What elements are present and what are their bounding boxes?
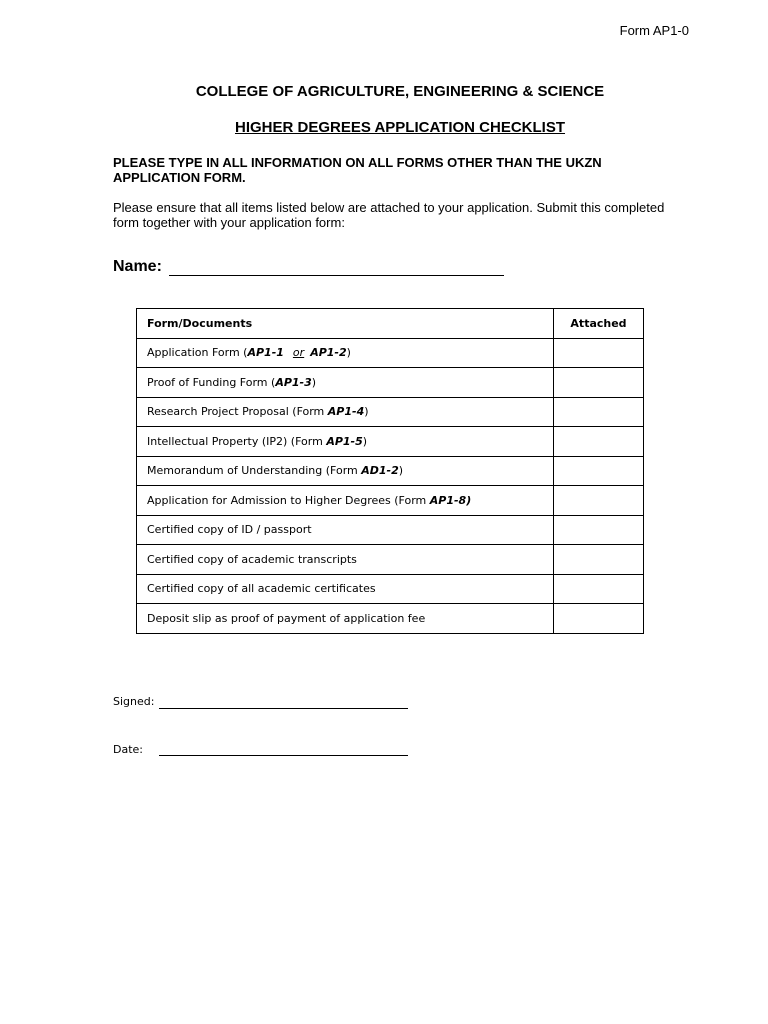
table-row — [137, 397, 644, 427]
document-label: Deposit slip as proof of payment of application fee — [137, 604, 554, 634]
form-code-label: AD1-2 — [361, 464, 399, 478]
document-label — [137, 486, 554, 516]
form-code-label: AP1-5 — [326, 434, 363, 448]
attached-cell[interactable] — [554, 368, 644, 398]
form-code-label: AP1-8) — [429, 493, 472, 507]
name-input-line[interactable] — [169, 261, 504, 276]
document-label — [137, 456, 554, 486]
table-header-row — [137, 309, 644, 339]
form-code-label: AP1-3 — [275, 375, 312, 389]
attached-cell[interactable] — [554, 427, 644, 457]
type-instruction: PLEASE TYPE IN ALL INFORMATION ON ALL FORMS OTHER THAN THE UKZN APPLICATION FORM. — [113, 155, 602, 185]
table-row — [137, 574, 644, 604]
document-text: Research Project Proposal (Form — [147, 405, 328, 419]
form-code-label: AP1-2 — [310, 346, 347, 360]
attach-instruction: Please ensure that all items listed below are attached to your application. Submit this completed form together with your application form: — [113, 200, 665, 230]
document-label — [137, 368, 554, 398]
document-label — [137, 397, 554, 427]
document-text: Application Form ( — [147, 346, 248, 360]
signed-line[interactable] — [159, 708, 408, 709]
form-code: Form AP1-0 — [619, 23, 689, 38]
document-label: Certified copy of all academic certificates — [137, 574, 554, 604]
document-text: Application for Admission to Higher Degrees (Form — [147, 493, 430, 507]
table-row — [137, 604, 644, 634]
document-text: Proof of Funding Form ( — [147, 375, 276, 389]
header-documents: Form/Documents — [137, 309, 554, 339]
attached-cell[interactable] — [554, 574, 644, 604]
date-line[interactable] — [159, 755, 408, 756]
date-label: Date: — [113, 743, 143, 756]
name-label: Name: — [113, 258, 162, 275]
attached-cell[interactable] — [554, 397, 644, 427]
document-text: ) — [311, 375, 317, 389]
attached-cell[interactable] — [554, 456, 644, 486]
table-row — [137, 338, 644, 368]
form-code-label: AP1-1 — [247, 346, 284, 360]
document-label: Certified copy of ID / passport — [137, 515, 554, 545]
documents-checklist-table — [136, 308, 644, 634]
document-text: ) — [364, 405, 369, 419]
attached-cell[interactable] — [554, 486, 644, 516]
table-row — [137, 427, 644, 457]
table-row — [137, 368, 644, 398]
attached-cell[interactable] — [554, 338, 644, 368]
name-field — [113, 258, 504, 276]
attached-cell[interactable] — [554, 515, 644, 545]
college-title: COLLEGE OF AGRICULTURE, ENGINEERING & SCIENCE — [195, 83, 605, 100]
document-text: ) — [346, 346, 351, 360]
document-label — [137, 338, 554, 368]
table-row — [137, 545, 644, 575]
document-text: ) — [398, 464, 404, 478]
header-attached: Attached — [554, 309, 644, 339]
document-text: Intellectual Property (IP2) (Form — [147, 434, 327, 448]
checklist-title: HIGHER DEGREES APPLICATION CHECKLIST — [234, 119, 566, 136]
table-row — [137, 486, 644, 516]
or-text: or — [292, 346, 305, 360]
document-text: ) — [362, 434, 368, 448]
attached-cell[interactable] — [554, 604, 644, 634]
table-row — [137, 456, 644, 486]
form-code-label: AP1-4 — [327, 405, 365, 419]
attached-cell[interactable] — [554, 545, 644, 575]
table-row — [137, 515, 644, 545]
document-label: Certified copy of academic transcripts — [137, 545, 554, 575]
document-text: Memorandum of Understanding (Form — [147, 464, 362, 478]
signed-label: Signed: — [113, 695, 155, 708]
document-label — [137, 427, 554, 457]
